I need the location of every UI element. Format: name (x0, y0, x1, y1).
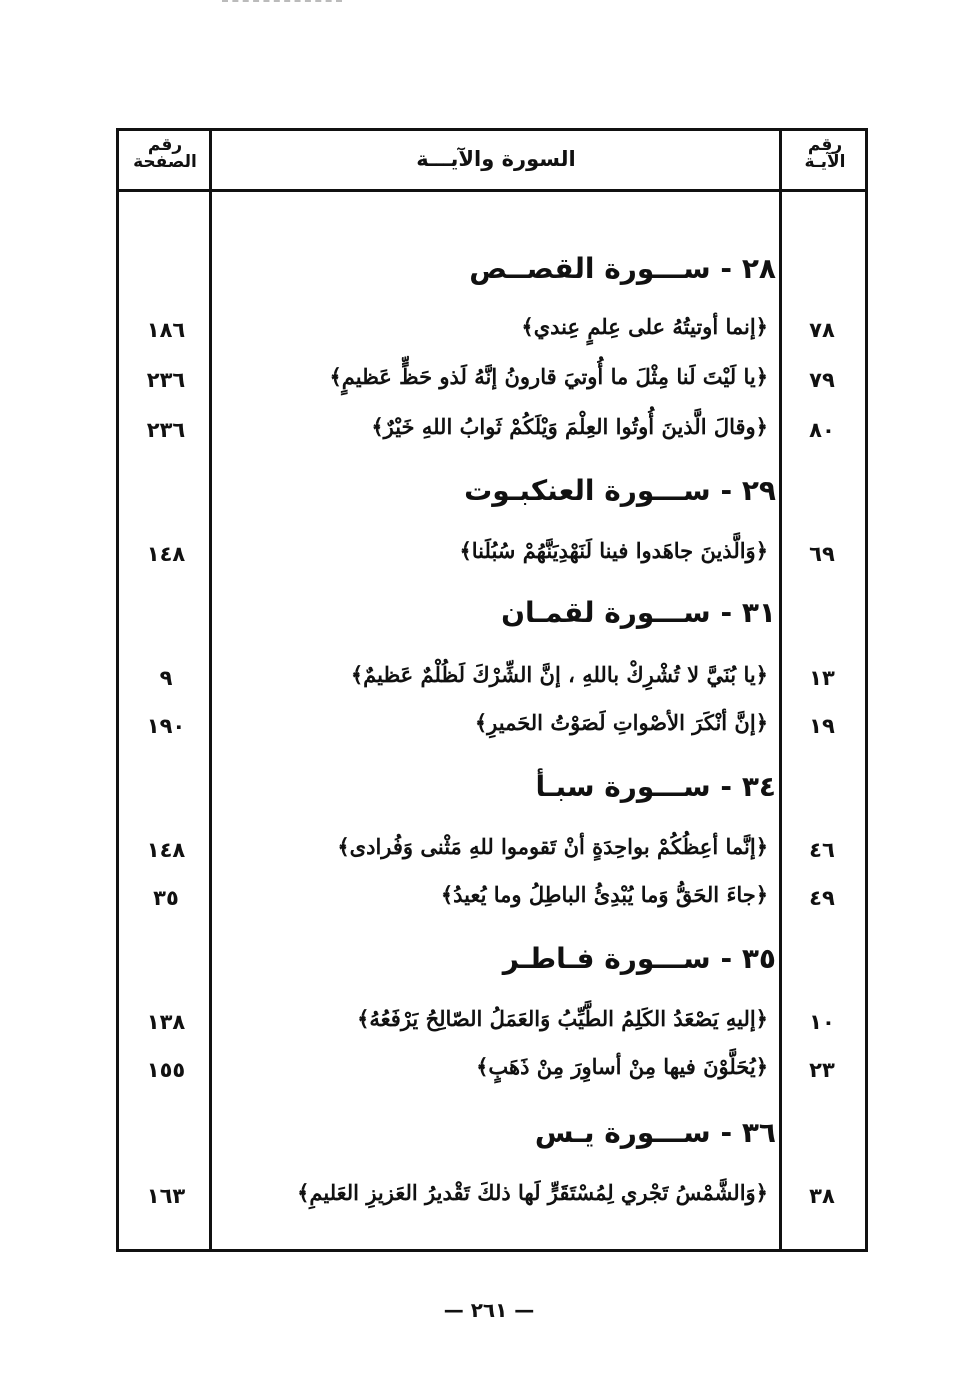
page-number: ١٤٨ (146, 542, 186, 566)
page-number: ١٨٦ (146, 318, 186, 342)
table-row (116, 1178, 868, 1218)
page-number: ٢٣٦ (146, 368, 186, 392)
page-number: ١٣٨ (146, 1010, 186, 1034)
header-divider (119, 189, 865, 192)
ayah-number: ٤٩ (809, 886, 835, 910)
surah-heading: ٣٦ - ســـورة يـس (534, 1116, 776, 1149)
verse-text: ﴿إنَّما أعِظُكُمْ بواحِدَةٍ أنْ تَقوموا للهِ مَثْنى وَفُرادى﴾ (337, 834, 768, 859)
surah-heading: ٣١ - ســـورة لقمـان (501, 596, 776, 629)
verse-text: ﴿إنَّ أنْكَرَ الأصْواتِ لَصَوْتُ الحَميرِ﴾ (474, 710, 768, 735)
ayah-number: ١٠ (809, 1010, 835, 1034)
verse-text: ﴿إليهِ يَصْعَدُ الكَلِمُ الطَّيِّبُ وَالعَمَلُ الصّالِحُ يَرْفَعُهُ﴾ (357, 1006, 768, 1031)
ayah-number: ١٩ (809, 714, 835, 738)
table-row (116, 1004, 868, 1044)
verse-text: ﴿يا لَيْتَ لَنا مِثْلَ ما أُوتيَ قارونُ إنَّهُ لَذو حَظٍّ عَظيمٍ﴾ (329, 364, 768, 389)
table-row (116, 832, 868, 872)
verse-text: ﴿وَالشَّمْسُ تَجْري لِمُسْتَقَرٍّ لَها ذلكَ تَقْديرُ العَزيزِ العَليمِ﴾ (297, 1180, 768, 1205)
table-row (116, 362, 868, 402)
verse-text: ﴿وقالَ الَّذينَ أُوتُوا العِلْمَ وَيْلَكُمْ ثَوابُ اللهِ خَيْرٌ﴾ (371, 414, 768, 439)
header-ayah-label-2: الآيـة (804, 152, 846, 172)
ayah-number: ٨٠ (809, 418, 835, 442)
verse-text: ﴿إنما أوتيتُهُ على عِلمٍ عِندي﴾ (521, 314, 768, 339)
page-number: ٩ (159, 666, 173, 690)
header-page-label-2: الصفحة (133, 152, 197, 172)
ayah-number: ١٣ (809, 666, 835, 690)
header-surah-verse: السورة والآيـــة (416, 147, 576, 171)
verse-text: ﴿يا بُنَيَّ لا تُشْرِكْ باللهِ ، إنَّ الشِّرْكَ لَظُلْمٌ عَظيمٌ﴾ (350, 662, 768, 687)
page-footer-number: — ٢٦١ — (443, 1298, 535, 1322)
page-number: ١٤٨ (146, 838, 186, 862)
table-row (116, 536, 868, 576)
surah-heading: ٢٩ - ســـورة العنكبـوت (464, 474, 776, 507)
header-page-number (123, 137, 207, 171)
ayah-number: ٧٩ (809, 368, 835, 392)
header-page-label-1: رقم (147, 135, 183, 155)
page-number: ٢٣٦ (146, 418, 186, 442)
verse-text: ﴿جاءَ الحَقُّ وَما يُبْدِئُ الباطِلُ وما يُعيدُ﴾ (440, 882, 768, 907)
surah-heading: ٣٥ - ســـورة فـاطـر (502, 942, 776, 975)
table-row (116, 880, 868, 920)
table-row (116, 312, 868, 352)
ayah-number: ٣٨ (809, 1184, 835, 1208)
ayah-number: ٧٨ (809, 318, 835, 342)
table-row (116, 708, 868, 748)
ayah-number: ٤٦ (809, 838, 835, 862)
header-ayah-number (785, 137, 865, 171)
ayah-number: ٦٩ (809, 542, 835, 566)
verse-text: ﴿وَالَّذينَ جاهَدوا فينا لَنَهْدِيَنَّهُمْ سُبُلَنا﴾ (459, 538, 768, 563)
page-number: ١٦٣ (146, 1184, 186, 1208)
verse-text: ﴿يُحَلَّوْنَ فيها مِنْ أساوِرَ مِنْ ذَهَبٍ﴾ (476, 1054, 768, 1079)
top-decoration (222, 0, 342, 8)
page-number: ١٥٥ (146, 1058, 186, 1082)
surah-heading: ٢٨ - ســـورة القصــص (469, 252, 776, 285)
header-ayah-label-1: رقم (807, 135, 843, 155)
table-row (116, 1052, 868, 1092)
page-number: ٣٥ (153, 886, 179, 910)
ayah-number: ٢٣ (809, 1058, 835, 1082)
table-row (116, 412, 868, 452)
table-row (116, 660, 868, 700)
page-number: ١٩٠ (146, 714, 186, 738)
surah-heading: ٣٤ - ســـورة سبـأ (535, 770, 776, 803)
